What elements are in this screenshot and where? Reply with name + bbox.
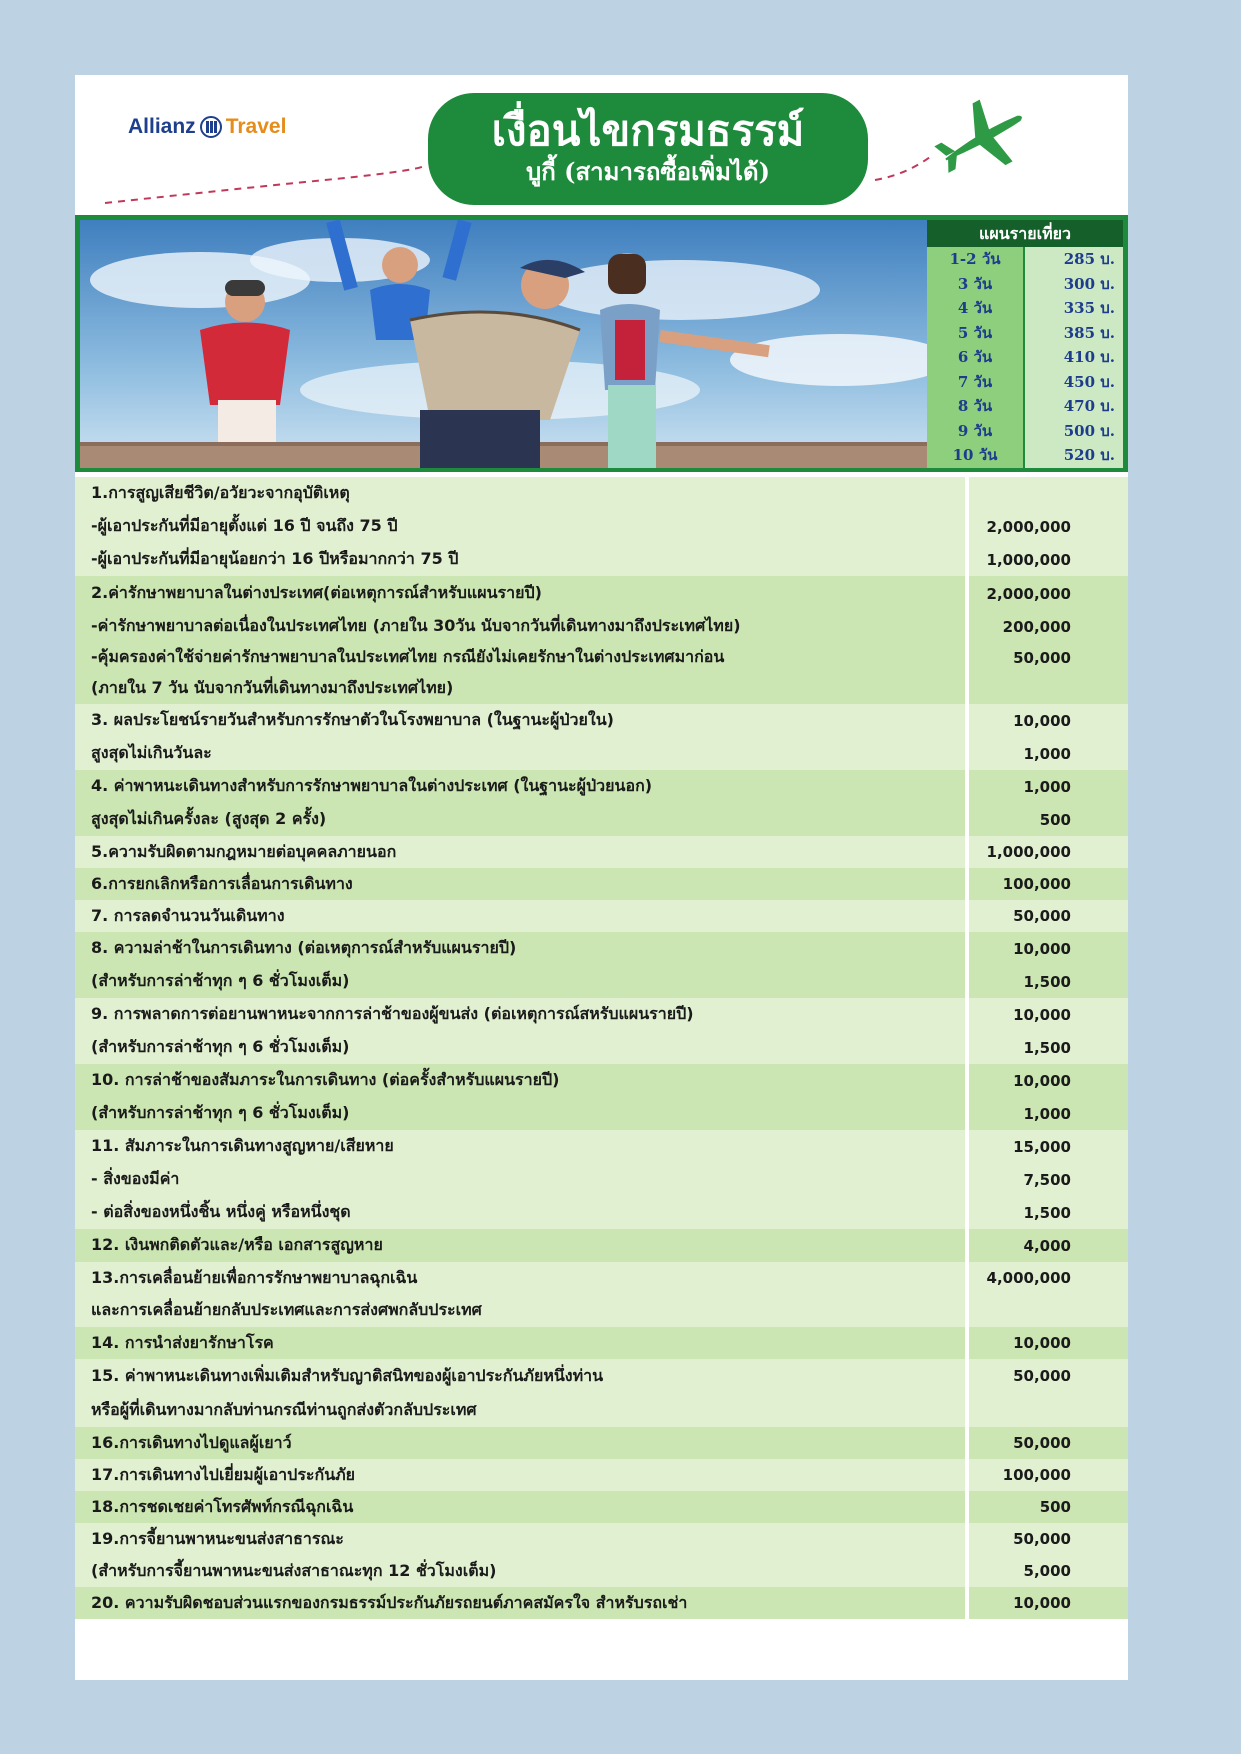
benefit-label: -คุ้มครองค่าใช้จ่ายค่ารักษาพยาบาลในประเทศไทย กรณียังไม่เคยรักษาในต่างประเทศมาก่อน: [91, 647, 725, 666]
benefit-label: 3. ผลประโยชน์รายวันสำหรับการรักษาตัวในโรงพยาบาล (ในฐานะผู้ป่วยใน): [91, 710, 614, 729]
benefit-amount: 10,000: [1013, 1071, 1071, 1090]
plan-price: 285 บ.: [1025, 247, 1123, 272]
plan-price: 520 บ.: [1025, 443, 1123, 468]
plan-row: [927, 419, 1123, 444]
benefit-label: สูงสุดไม่เกินวันละ: [91, 743, 212, 762]
benefit-row: [75, 704, 1128, 737]
allianz-travel-logo: [128, 115, 286, 139]
benefit-group: [75, 1229, 1128, 1262]
plan-price: 500 บ.: [1025, 419, 1123, 444]
benefit-group: [75, 932, 1128, 998]
plan-duration: 3 วัน: [927, 272, 1023, 297]
logo-product: Travel: [225, 115, 287, 138]
benefit-label: 13.การเคลื่อนย้ายเพื่อการรักษาพยาบาลฉุกเฉิน: [91, 1267, 418, 1287]
plan-row: [927, 321, 1123, 346]
benefit-group: [75, 836, 1128, 868]
plan-price: 470 บ.: [1025, 394, 1123, 419]
airplane-icon: [932, 93, 1032, 183]
benefit-amount: 1,000: [1023, 1104, 1071, 1123]
plan-duration: 4 วัน: [927, 296, 1023, 321]
benefit-amount: 5,000: [1023, 1562, 1071, 1580]
benefit-row: [75, 477, 1128, 510]
benefit-amount: 1,500: [1023, 1203, 1071, 1222]
benefit-group: [75, 1427, 1128, 1459]
benefit-amount: 50,000: [1013, 1367, 1071, 1385]
benefit-label: (สำหรับการล่าช้าทุก ๆ 6 ชั่วโมงเต็ม): [91, 1037, 350, 1056]
benefit-group: [75, 1587, 1128, 1619]
benefit-amount: 15,000: [1013, 1137, 1071, 1156]
benefit-amount: 1,000: [1023, 777, 1071, 796]
benefit-group: [75, 1459, 1128, 1491]
benefit-row: [75, 611, 1128, 642]
benefit-row: [75, 1393, 1128, 1427]
benefit-label: 19.การจี้ยานพาหนะขนส่งสาธารณะ: [91, 1528, 344, 1548]
benefit-row: [75, 1196, 1128, 1229]
benefit-row: [75, 1294, 1128, 1327]
benefit-amount: 50,000: [1013, 1530, 1071, 1548]
benefit-amount: 50,000: [1013, 648, 1071, 667]
benefit-label: 5.ความรับผิดตามกฎหมายต่อบุคคลภายนอก: [91, 841, 397, 861]
benefit-label: 20. ความรับผิดชอบส่วนแรกของกรมธรรม์ประกันภัยรถยนต์ภาคสมัครใจ สำหรับรถเช่า: [91, 1592, 688, 1612]
benefit-row: [75, 1130, 1128, 1163]
benefit-row: [75, 965, 1128, 998]
benefit-row: [75, 1229, 1128, 1262]
benefit-label: 15. ค่าพาหนะเดินทางเพิ่มเติมสำหรับญาติสนิทของผู้เอาประกันภัยหนึ่งท่าน: [91, 1365, 604, 1385]
benefit-label: 14. การนำส่งยารักษาโรค: [91, 1332, 274, 1352]
plan-duration: 6 วัน: [927, 345, 1023, 370]
benefit-label: (ภายใน 7 วัน นับจากวันที่เดินทางมาถึงประเทศไทย): [91, 678, 454, 697]
benefit-group: [75, 477, 1128, 576]
benefit-amount: 50,000: [1013, 1434, 1071, 1452]
benefit-label: 10. การล่าช้าของสัมภาระในการเดินทาง (ต่อครั้งสำหรับแผนรายปี): [91, 1070, 560, 1089]
benefit-label: (สำหรับการจี้ยานพาหนะขนส่งสาธาณะทุก 12 ชั่วโมงเต็ม): [91, 1560, 497, 1580]
trip-plan-price-table: [927, 220, 1123, 468]
plan-row: [927, 370, 1123, 395]
benefit-amount: 7,500: [1023, 1170, 1071, 1189]
plan-title: แผนรายเที่ยว: [927, 220, 1123, 247]
benefit-group: [75, 770, 1128, 836]
plan-row: [927, 247, 1123, 272]
benefit-amount: 1,500: [1023, 1038, 1071, 1057]
benefit-row: [75, 1163, 1128, 1196]
benefit-row: [75, 1031, 1128, 1064]
benefit-amount: 100,000: [1002, 1466, 1071, 1484]
benefit-amount: 100,000: [1002, 875, 1071, 893]
benefit-label: (สำหรับการล่าช้าทุก ๆ 6 ชั่วโมงเต็ม): [91, 971, 350, 990]
benefit-row: [75, 998, 1128, 1031]
benefit-label: - สิ่งของมีค่า: [91, 1169, 180, 1188]
benefit-label: 9. การพลาดการต่อยานพาหนะจากการล่าช้าของผู้ขนส่ง (ต่อเหตุการณ์สหรับแผนรายปี): [91, 1004, 694, 1023]
plan-duration: 9 วัน: [927, 419, 1023, 444]
plan-duration: 8 วัน: [927, 394, 1023, 419]
benefit-row: [75, 1491, 1128, 1523]
benefit-row: [75, 803, 1128, 836]
benefit-amount: 10,000: [1013, 1005, 1071, 1024]
benefit-label: 1.การสูญเสียชีวิต/อวัยวะจากอุบัติเหตุ: [91, 483, 350, 502]
benefit-label: 6.การยกเลิกหรือการเลื่อนการเดินทาง: [91, 873, 353, 893]
benefit-row: [75, 1327, 1128, 1359]
allianz-emblem-icon: [200, 116, 222, 138]
benefit-amount: 4,000: [1023, 1236, 1071, 1255]
benefit-row: [75, 1459, 1128, 1491]
benefit-group: [75, 1064, 1128, 1130]
benefit-amount: 200,000: [1002, 617, 1071, 636]
logo-brand: Allianz: [128, 115, 196, 138]
benefit-label: -ค่ารักษาพยาบาลต่อเนื่องในประเทศไทย (ภายใน 30วัน นับจากวันที่เดินทางมาถึงประเทศไทย): [91, 616, 741, 635]
benefit-amount: 500: [1039, 1498, 1071, 1516]
benefit-label: และการเคลื่อนย้ายกลับประเทศและการส่งศพกลับประเทศ: [91, 1300, 482, 1319]
benefit-label: - ต่อสิ่งของหนึ่งชิ้น หนึ่งคู่ หรือหนึ่งชุด: [91, 1202, 351, 1221]
benefit-amount: 50,000: [1013, 907, 1071, 925]
benefit-row: [75, 543, 1128, 576]
benefit-group: [75, 1523, 1128, 1587]
column-divider: [965, 477, 969, 1647]
plan-duration: 1-2 วัน: [927, 247, 1023, 272]
benefit-row: [75, 1262, 1128, 1294]
plan-duration: 10 วัน: [927, 443, 1023, 468]
plan-row: [927, 296, 1123, 321]
benefit-amount: 10,000: [1013, 711, 1071, 730]
benefit-amount: 2,000,000: [986, 517, 1071, 536]
benefit-label: (สำหรับการล่าช้าทุก ๆ 6 ชั่วโมงเต็ม): [91, 1103, 350, 1122]
benefit-label: 2.ค่ารักษาพยาบาลในต่างประเทศ(ต่อเหตุการณ์สำหรับแผนรายปี): [91, 583, 542, 602]
plan-duration: 7 วัน: [927, 370, 1023, 395]
benefit-group: [75, 1359, 1128, 1427]
benefit-label: -ผู้เอาประกันที่มีอายุน้อยกว่า 16 ปีหรือมากกว่า 75 ปี: [91, 549, 459, 568]
benefit-row: [75, 868, 1128, 900]
benefit-group: [75, 868, 1128, 900]
benefit-amount: 500: [1039, 810, 1071, 829]
benefit-row: [75, 737, 1128, 770]
plan-rows: [927, 247, 1123, 468]
plan-row: [927, 345, 1123, 370]
benefit-label: 4. ค่าพาหนะเดินทางสำหรับการรักษาพยาบาลในต่างประเทศ (ในฐานะผู้ป่วยนอก): [91, 776, 653, 795]
benefit-group: [75, 704, 1128, 770]
hero-banner: [75, 215, 1128, 472]
friends-travel-photo: [80, 220, 930, 468]
benefit-row: [75, 770, 1128, 803]
benefit-row: [75, 642, 1128, 673]
plan-row: [927, 272, 1123, 297]
title-banner: [428, 93, 868, 205]
benefit-row: [75, 932, 1128, 965]
benefit-amount: 1,000,000: [986, 843, 1071, 861]
benefit-row: [75, 1359, 1128, 1393]
plan-row: [927, 443, 1123, 468]
benefit-amount: 10,000: [1013, 1594, 1071, 1612]
benefit-group: [75, 576, 1128, 704]
benefit-row: [75, 900, 1128, 932]
benefit-amount: 1,000: [1023, 744, 1071, 763]
policy-sheet: [75, 75, 1128, 1680]
benefit-amount: 10,000: [1013, 939, 1071, 958]
benefit-row: [75, 1555, 1128, 1587]
benefit-label: หรือผู้ที่เดินทางมากลับท่านกรณีท่านถูกส่งตัวกลับประเทศ: [91, 1399, 477, 1419]
plan-price: 300 บ.: [1025, 272, 1123, 297]
page-title: เงื่อนไขกรมธรรม์: [491, 106, 805, 155]
benefit-group: [75, 1491, 1128, 1523]
benefit-label: 7. การลดจำนวนวันเดินทาง: [91, 905, 285, 925]
benefit-row: [75, 1587, 1128, 1619]
benefit-row: [75, 510, 1128, 543]
benefit-group: [75, 1262, 1128, 1327]
benefit-group: [75, 998, 1128, 1064]
benefit-group: [75, 900, 1128, 932]
benefit-row: [75, 1523, 1128, 1555]
benefit-row: [75, 1064, 1128, 1097]
benefit-row: [75, 1097, 1128, 1130]
benefit-amount: 1,000,000: [986, 550, 1071, 569]
plan-price: 450 บ.: [1025, 370, 1123, 395]
benefit-label: -ผู้เอาประกันที่มีอายุตั้งแต่ 16 ปี จนถึง 75 ปี: [91, 516, 398, 535]
benefits-table: [75, 477, 1128, 1619]
benefit-label: 16.การเดินทางไปดูแลผู้เยาว์: [91, 1432, 292, 1452]
benefit-label: 12. เงินพกติดตัวและ/หรือ เอกสารสูญหาย: [91, 1235, 383, 1254]
plan-price: 410 บ.: [1025, 345, 1123, 370]
benefit-row: [75, 1427, 1128, 1459]
benefit-group: [75, 1130, 1128, 1229]
benefit-amount: 1,500: [1023, 972, 1071, 991]
benefit-amount: 2,000,000: [986, 584, 1071, 603]
benefit-group: [75, 1327, 1128, 1359]
plan-price: 335 บ.: [1025, 296, 1123, 321]
benefit-label: 11. สัมภาระในการเดินทางสูญหาย/เสียหาย: [91, 1136, 394, 1155]
benefit-label: สูงสุดไม่เกินครั้งละ (สูงสุด 2 ครั้ง): [91, 809, 327, 828]
benefit-row: [75, 836, 1128, 868]
benefit-amount: 10,000: [1013, 1334, 1071, 1352]
benefit-row: [75, 576, 1128, 611]
plan-price: 385 บ.: [1025, 321, 1123, 346]
benefit-row: [75, 673, 1128, 704]
benefit-amount: 4,000,000: [986, 1269, 1071, 1287]
plan-duration: 5 วัน: [927, 321, 1023, 346]
benefit-label: 18.การชดเชยค่าโทรศัพท์กรณีฉุกเฉิน: [91, 1496, 354, 1516]
page-subtitle: บูกี้ (สามารถซื้อเพิ่มได้): [526, 157, 770, 186]
benefit-label: 17.การเดินทางไปเยี่ยมผู้เอาประกันภัย: [91, 1464, 356, 1484]
benefit-label: 8. ความล่าช้าในการเดินทาง (ต่อเหตุการณ์สำหรับแผนรายปี): [91, 938, 517, 957]
plan-row: [927, 394, 1123, 419]
